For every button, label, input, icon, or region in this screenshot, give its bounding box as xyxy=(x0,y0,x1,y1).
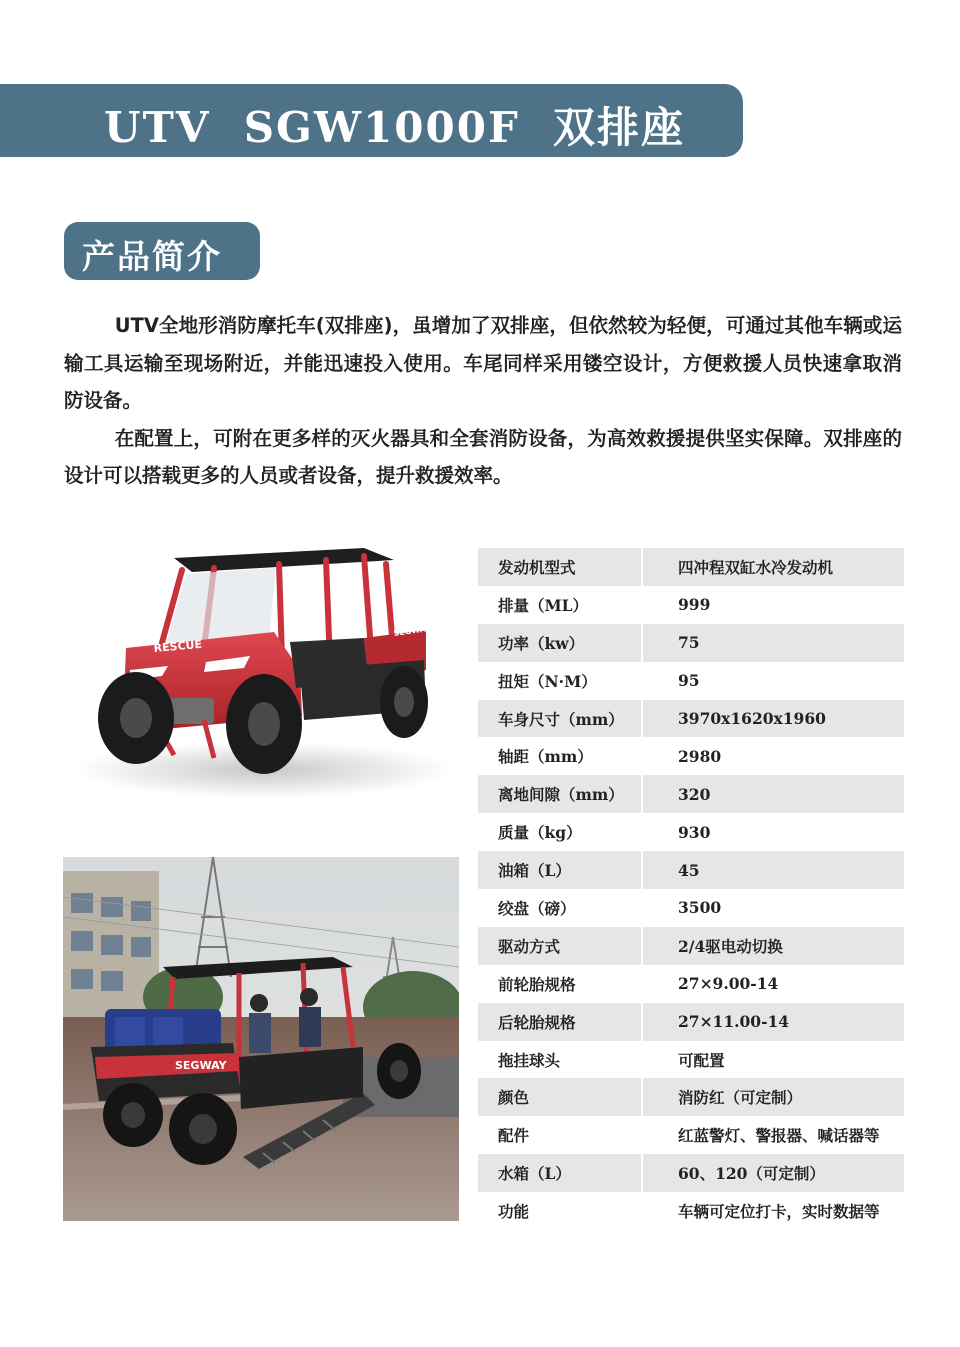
spec-row xyxy=(478,1003,904,1041)
spec-label: 发动机型式 xyxy=(478,548,642,586)
spec-value: 930 xyxy=(678,822,711,842)
spec-value: 3970x1620x1960 xyxy=(642,700,904,738)
spec-value: 75 xyxy=(642,624,904,662)
spec-label: 颜色 xyxy=(478,1078,642,1116)
scene-badge: SEGWAY xyxy=(175,1059,227,1072)
spec-value: 2980 xyxy=(678,746,722,766)
spec-value: 四冲程双缸水冷发动机 xyxy=(642,548,904,586)
spec-value: 3500 xyxy=(678,898,722,918)
section-title: 产品简介 xyxy=(82,237,222,276)
spec-label: 配件 xyxy=(478,1116,642,1154)
spec-label: 前轮胎规格 xyxy=(478,965,642,1003)
section-tab xyxy=(64,222,260,280)
spec-row xyxy=(478,1078,904,1116)
spec-row xyxy=(478,548,904,586)
spec-value: 27×9.00-14 xyxy=(678,974,779,994)
page-title: UTV SGW1000F 双排座 xyxy=(104,103,686,152)
spec-label: 油箱（L） xyxy=(478,851,642,889)
spec-value: 60、120（可定制） xyxy=(642,1154,904,1192)
spec-label: 后轮胎规格 xyxy=(478,1003,642,1041)
spec-row xyxy=(478,775,904,813)
loading-scene-photo xyxy=(63,857,459,1221)
spec-label: 轴距（mm） xyxy=(478,737,642,775)
spec-value: 95 xyxy=(678,671,700,691)
hood-text: RESCUE xyxy=(153,637,203,655)
spec-row xyxy=(478,624,904,662)
spec-row xyxy=(478,737,904,775)
product-intro xyxy=(64,307,902,495)
spec-value: 320 xyxy=(642,775,904,813)
spec-label: 扭矩（N·M） xyxy=(478,662,642,700)
spec-value: 45 xyxy=(642,851,904,889)
spec-row xyxy=(478,662,904,700)
spec-label: 功率（kw） xyxy=(478,624,642,662)
spec-value: 车辆可定位打卡，实时数据等 xyxy=(678,1202,880,1222)
spec-value: 27×11.00-14 xyxy=(642,1003,904,1041)
spec-row xyxy=(478,813,904,851)
spec-row xyxy=(478,1041,904,1079)
spec-label: 驱动方式 xyxy=(478,927,642,965)
side-badge: SEGWAY xyxy=(393,623,432,638)
spec-row xyxy=(478,1154,904,1192)
spec-label: 离地间隙（mm） xyxy=(478,775,642,813)
spec-value: 消防红（可定制） xyxy=(642,1078,904,1116)
spec-label: 排量（ML） xyxy=(478,586,642,624)
spec-row xyxy=(478,1116,904,1154)
spec-row xyxy=(478,851,904,889)
spec-value: 2/4驱电动切换 xyxy=(642,927,904,965)
spec-label: 车身尺寸（mm） xyxy=(478,700,642,738)
spec-row xyxy=(478,1192,904,1230)
spec-label: 质量（kg） xyxy=(478,813,642,851)
spec-value: 红蓝警灯、警报器、喊话器等 xyxy=(678,1126,880,1146)
spec-row xyxy=(478,700,904,738)
spec-row xyxy=(478,889,904,927)
intro-paragraph-1: UTV全地形消防摩托车(双排座)，虽增加了双排座，但依然较为轻便，可通过其他车辆或运输工具运输至现场附近，并能迅速投入使用。车尾同样采用镂空设计，方便救援人员快速拿取消防设备。 xyxy=(64,314,902,412)
spec-value: 999 xyxy=(678,595,711,615)
spec-table xyxy=(478,548,904,1230)
spec-label: 水箱（L） xyxy=(478,1154,642,1192)
intro-paragraph-2: 在配置上，可附在更多样的灭火器具和全套消防设备，为高效救援提供坚实保障。双排座的设计可以搭载更多的人员或者设备，提升救援效率。 xyxy=(64,426,902,487)
spec-row xyxy=(478,927,904,965)
spec-label: 拖挂球头 xyxy=(478,1041,642,1079)
spec-row xyxy=(478,965,904,1003)
spec-label: 绞盘（磅） xyxy=(478,889,642,927)
spec-value: 可配置 xyxy=(678,1050,725,1070)
spec-label: 功能 xyxy=(478,1192,642,1230)
spec-row xyxy=(478,586,904,624)
title-banner xyxy=(0,84,743,157)
vehicle-photo xyxy=(64,520,460,820)
